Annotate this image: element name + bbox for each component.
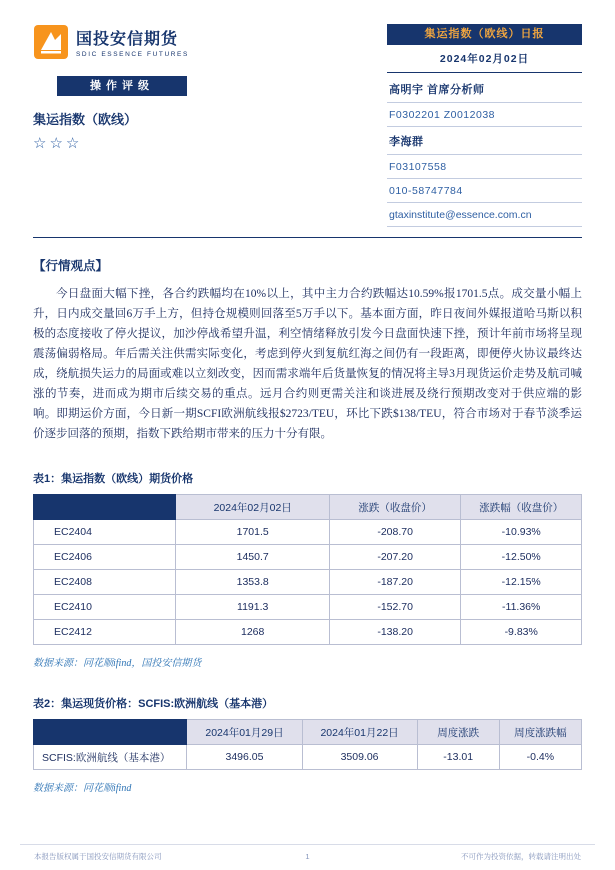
price-cell: 1450.7: [176, 545, 329, 570]
report-header: [33, 24, 582, 227]
page-number: 1: [305, 852, 310, 861]
contract-code: EC2410: [34, 595, 176, 620]
analyst-info: [387, 75, 582, 227]
company-name-cn: 国投安信期货: [76, 31, 179, 48]
rating-label: 操作评级: [57, 76, 187, 96]
change-pct-cell: -10.93%: [461, 520, 582, 545]
spot-price-table: [33, 719, 582, 770]
table-row: [34, 545, 582, 570]
price-cell: 3509.06: [302, 745, 417, 770]
footer-copyright: 本报告版权属于国投安信期货有限公司: [34, 852, 162, 861]
table2-title: 表2：集运现货价格：SCFIS:欧洲航线（基本港）: [33, 698, 274, 710]
change-cell: -207.20: [329, 545, 461, 570]
column-header: 涨跌幅（收盘价）: [461, 495, 582, 520]
table-row: [34, 570, 582, 595]
header-left-column: [33, 24, 383, 227]
market-commentary: 今日盘面大幅下挫，各合约跌幅均在10%以上，其中主力合约跌幅达10.59%报1701.5点。成交量小幅上升，日内成交量回6万手上方，但持仓规模则回落至5万手以下。基本面方面，昨日夜间外媒报道哈马斯以积极的态度接收了停火提议，加沙停战希望升温，利空情绪释放引发今日盘面快速下挫，预计年前市场将呈现震荡偏弱格局。年后需关注供需实际变化，考虑到停火到复航红海之间仍有一段距离，即便停火协议最终达成，绕航损失运力的局面或难以立刻改变，因而需求端年后货量恢复的情况将主导3月现货运价走势及航司喊涨的节奏，进而成为期市后续交易的重点。远月合约则更需关注和谈进展及绕行预期改变对于供应端的影响。即期运价方面，今日新一期SCFI欧洲航线报$2723/TEU，环比下跌$138/TEU，符合市场对于春节淡季运价逐步回落的预期，指数下跌给期市带来的压力十分有限。: [33, 288, 582, 440]
section-title: 【行情观点】: [33, 259, 109, 273]
footer-disclaimer: 不可作为投资依据，转载请注明出处: [461, 852, 581, 861]
change-cell: -187.20: [329, 570, 461, 595]
change-cell: -208.70: [329, 520, 461, 545]
company-name-block: [76, 26, 189, 58]
contract-code: EC2406: [34, 545, 176, 570]
column-header: [34, 720, 187, 745]
futures-price-table: [33, 494, 582, 645]
change-cell: -138.20: [329, 620, 461, 645]
change-pct-cell: -11.36%: [461, 595, 582, 620]
analyst-code: F03107558: [387, 155, 582, 179]
company-name-en: SDIC ESSENCE FUTURES: [76, 51, 189, 58]
report-title: 集运指数（欧线）日报: [387, 24, 582, 45]
analyst-name: 高明宇 首席分析师: [387, 75, 582, 103]
table-row: [34, 520, 582, 545]
company-logo-icon: [33, 24, 69, 60]
table1-source: 数据来源：同花顺ifind，国投安信期货: [33, 658, 202, 669]
analyst-name: 李海群: [387, 127, 582, 155]
product-name: 集运指数（欧线）: [33, 112, 138, 127]
table2-source: 数据来源：同花顺ifind: [33, 783, 132, 794]
index-name: SCFIS:欧洲航线（基本港）: [34, 745, 187, 770]
company-logo: [33, 24, 383, 60]
contract-code: EC2412: [34, 620, 176, 645]
contract-code: EC2408: [34, 570, 176, 595]
change-pct-cell: -12.50%: [461, 545, 582, 570]
rating-stars: ☆☆☆: [33, 136, 83, 152]
price-cell: 1268: [176, 620, 329, 645]
column-header: 涨跌（收盘价）: [329, 495, 461, 520]
analyst-phone: 010-58747784: [387, 179, 582, 203]
price-cell: 1191.3: [176, 595, 329, 620]
table1-title: 表1：集运指数（欧线）期货价格: [33, 473, 194, 485]
price-cell: 1353.8: [176, 570, 329, 595]
column-header: [34, 495, 176, 520]
column-header: 2024年01月22日: [302, 720, 417, 745]
analyst-email[interactable]: gtaxinstitute@essence.com.cn: [387, 203, 582, 227]
column-header: 2024年01月29日: [187, 720, 302, 745]
change-cell: -13.01: [417, 745, 499, 770]
change-pct-cell: -9.83%: [461, 620, 582, 645]
analyst-code: F0302201 Z0012038: [387, 103, 582, 127]
page-footer: [20, 844, 595, 862]
column-header: 周度涨跌幅: [499, 720, 581, 745]
table-row: [34, 745, 582, 770]
column-header: 周度涨跌: [417, 720, 499, 745]
column-header: 2024年02月02日: [176, 495, 329, 520]
table-row: [34, 595, 582, 620]
header-right-column: [387, 24, 582, 227]
change-pct-cell: -0.4%: [499, 745, 581, 770]
price-cell: 3496.05: [187, 745, 302, 770]
change-pct-cell: -12.15%: [461, 570, 582, 595]
header-divider: [33, 237, 582, 238]
table-row: [34, 620, 582, 645]
report-date: 2024年02月02日: [387, 45, 582, 73]
table-header-row: [34, 720, 582, 745]
price-cell: 1701.5: [176, 520, 329, 545]
table-header-row: [34, 495, 582, 520]
change-cell: -152.70: [329, 595, 461, 620]
contract-code: EC2404: [34, 520, 176, 545]
